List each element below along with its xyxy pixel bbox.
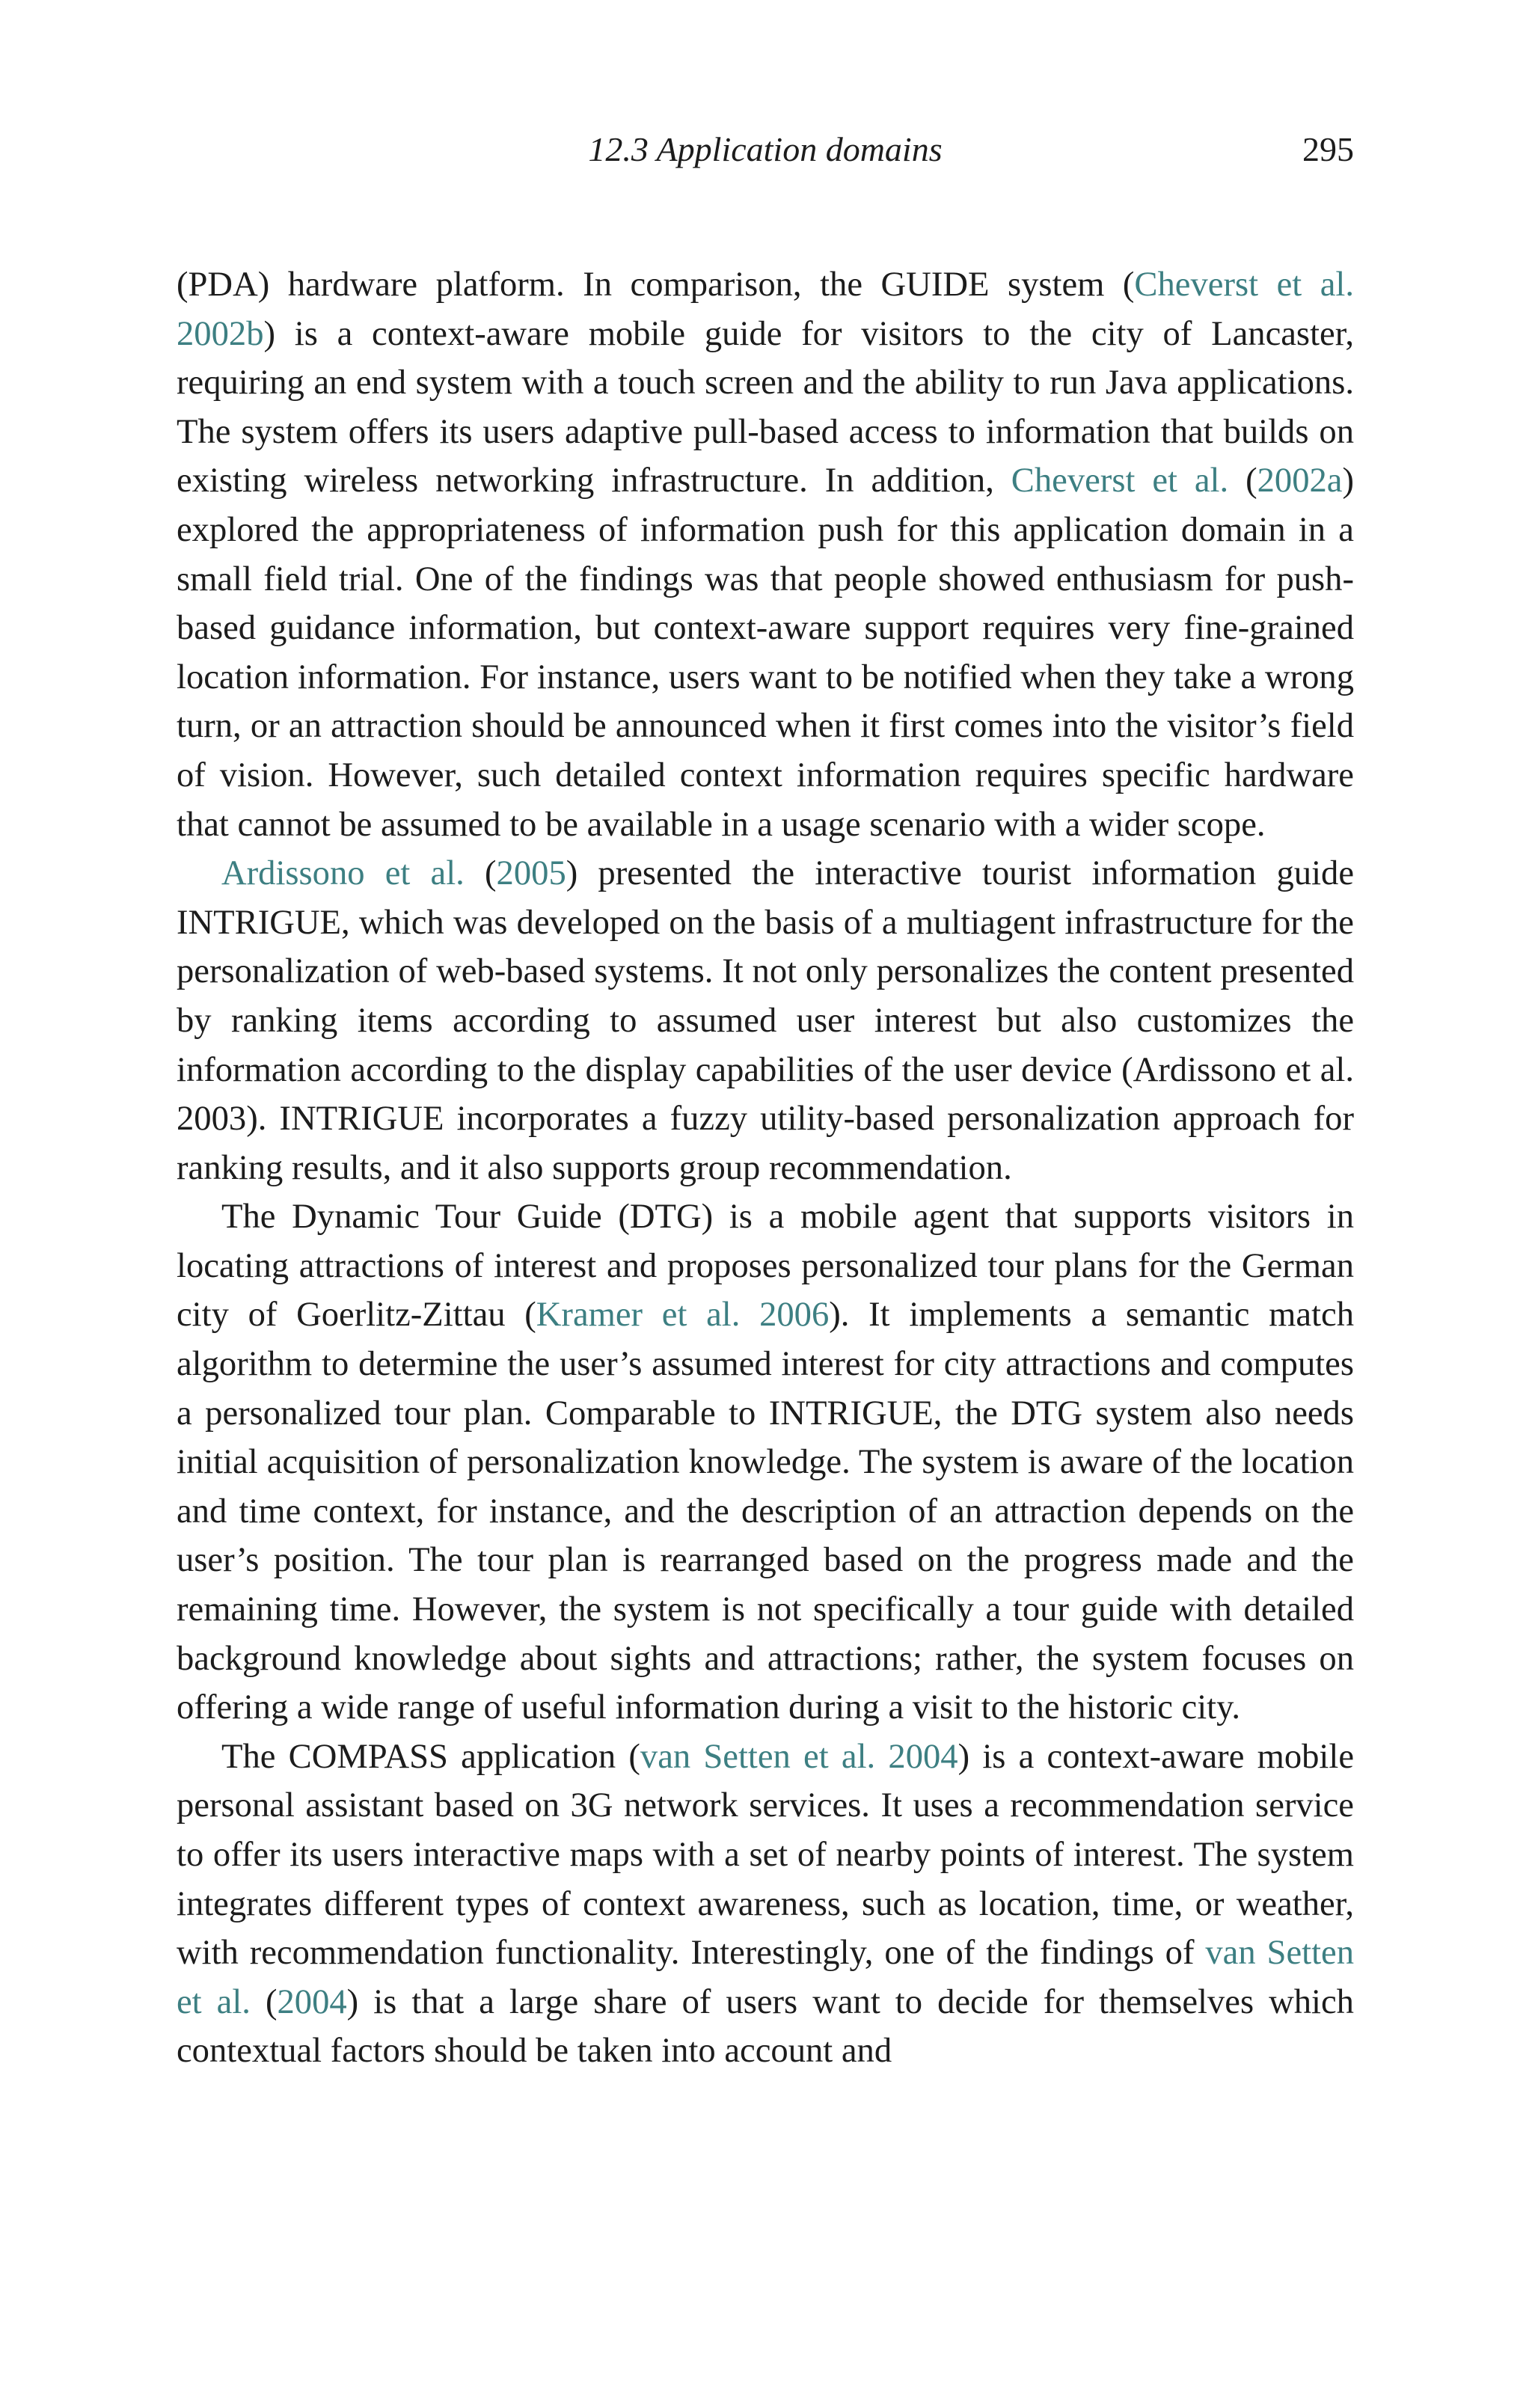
paragraph-text: ) is a context-aware mobile personal assistant based on 3G network services. It uses a recommendation service to offer its users interactive maps with a set of nearby points of interest. The system integrates different types of context awareness, such as location, time, or weather, with recommendation functionality. Interestingly, one of the findings of: [177, 1736, 1355, 1973]
paragraph-text: (: [1228, 461, 1257, 500]
paragraph-text: ) is a context-aware mobile guide for visitors to the city of Lancaster, requiring an end system with a touch screen and the ability to run Java applications. The system offers its users adaptive pull-based access to information that builds on existing wireless networking infrastructure. In addition,: [177, 313, 1354, 500]
paragraph-text: The COMPASS application (: [221, 1736, 640, 1776]
paragraph-text: ) explored the appropriateness of information push for this application domain in a small field trial. One of the findings was that people showed enthusiasm for push-based guidance information, but context-aware support requires very fine-grained location information. For instance, users want to be notified when they take a wrong turn, or an attraction should be announced when it first comes into the visitor’s field of vision. However, such detailed context information requires specific hardware that cannot be assumed to be available in a usage scenario with a wider scope.: [177, 461, 1355, 844]
section-title: 12.3 Application domains: [588, 130, 943, 168]
paragraph-text: ). It implements a semantic match algorithm to determine the user’s assumed interest for city attractions and computes a personalized tour plan. Comparable to INTRIGUE, the DTG system also needs initial acquisition of personalization knowledge. The system is aware of the location and time context, for instance, and the description of an attraction depends on the user’s position. The tour plan is rearranged based on the progress made and the remaining time. However, the system is not specifically a tour guide with detailed background knowledge about sights and attractions; rather, the system focuses on offering a wide range of useful information during a visit to the historic city.: [177, 1295, 1354, 1727]
citation-link[interactable]: Cheverst et al.: [1011, 461, 1229, 500]
paragraph: [177, 1192, 1354, 1733]
paragraph-text: ) is that a large share of users want to decide for themselves which contextual factors should be taken into account and: [177, 1982, 1354, 2071]
paragraph: [177, 849, 1354, 1192]
paragraph-text: (: [250, 1982, 278, 2021]
citation-link[interactable]: van Setten et al.: [177, 1933, 1354, 2021]
body-text: [177, 260, 1354, 2076]
citation-link[interactable]: 2002a: [1257, 461, 1343, 500]
paragraph-text: (: [464, 854, 497, 893]
paragraph: [177, 260, 1354, 849]
citation-link[interactable]: Kramer et al. 2006: [536, 1295, 830, 1335]
paragraph-text: The Dynamic Tour Guide (DTG) is a mobile agent that supports visitors in locating attractions of interest and proposes personalized tour plans for the German city of Goerlitz-Zittau (: [177, 1197, 1354, 1335]
page-number: 295: [1302, 130, 1354, 168]
citation-link[interactable]: van Setten et al. 2004: [640, 1736, 958, 1776]
paragraph: [177, 1733, 1354, 2076]
citation-link[interactable]: 2004: [277, 1982, 347, 2021]
paragraph-text: (PDA) hardware platform. In comparison, the GUIDE system (: [177, 265, 1135, 304]
citation-link[interactable]: Cheverst et al. 2002b: [177, 265, 1354, 353]
citation-link[interactable]: 2005: [496, 854, 566, 893]
citation-link[interactable]: Ardissono et al.: [221, 854, 465, 893]
running-head: [177, 126, 1354, 174]
paragraph-text: ) presented the interactive tourist information guide INTRIGUE, which was developed on the basis of a multiagent infrastructure for the personalization of web-based systems. It not only personalizes the content presented by ranking items according to assumed user interest but also customizes the information according to the display capabilities of the user device (Ardissono et al. 2003). INTRIGUE incorporates a fuzzy utility-based personalization approach for ranking results, and it also supports group recommendation.: [177, 854, 1354, 1187]
